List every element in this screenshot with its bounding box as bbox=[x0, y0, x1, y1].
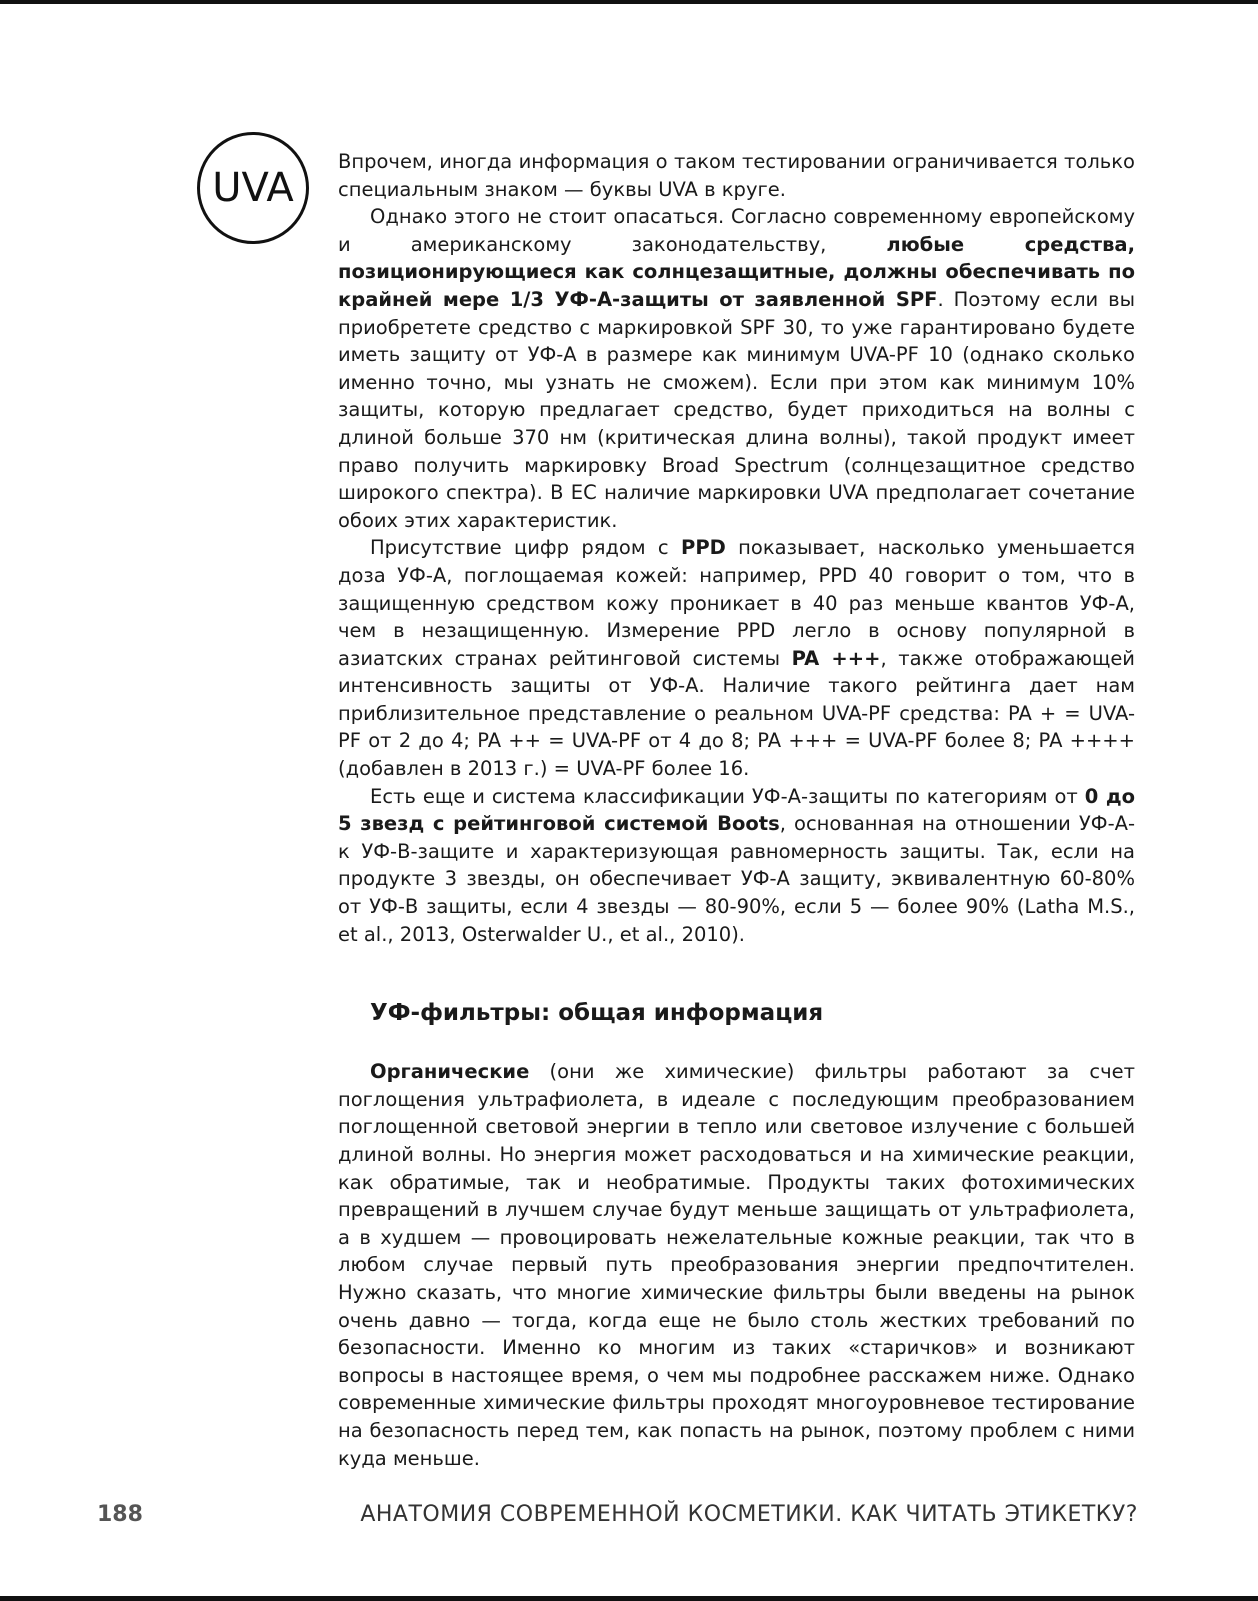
text-run: показывает, насколько уменьшается доза УФ-А, поглощаемая кожей: например, PPD 40 говорит о том, что в защищенную средством кожу проникает в 40 раз меньше квантов УФ-А, чем в незащищенную. Измерение PPD легло в основу популярной в азиатских странах рейтинговой системы bbox=[338, 536, 1135, 670]
text-run: Есть еще и система классификации УФ-А-защиты по категориям от bbox=[370, 784, 1085, 808]
bold-text-run: Органические bbox=[370, 1060, 530, 1084]
uva-circle-badge bbox=[197, 132, 309, 244]
bold-text-run: 0 до 5 звезд с рейтинговой системой Boots bbox=[338, 784, 1135, 836]
paragraph-organic-filters bbox=[338, 1058, 1135, 1472]
text-run: Впрочем, иногда информация о таком тестировании ограничивается только специальным знаком — буквы UVA в круге. bbox=[338, 150, 1135, 201]
page-number: 188 bbox=[97, 1502, 143, 1527]
paragraph-uva-intro bbox=[338, 148, 1135, 203]
text-run: Присутствие цифр рядом с bbox=[370, 536, 682, 560]
paragraph-ppd bbox=[338, 534, 1135, 782]
uva-badge-label: UVA bbox=[212, 165, 294, 211]
bold-text-run: PA +++ bbox=[791, 646, 881, 670]
text-run: , основанная на отношении УФ-А- к УФ-В-защите и характеризующая равномерность защиты. Так, если на продукте 3 звезды, он обеспечивает УФ-А защиту, эквивалентную 60-80% от УФ-В защиты, если 4 звезды — 80-90%, если 5 — более 90% (Latha M.S., et al., 2013, Osterwalder U., et al., 2010). bbox=[338, 812, 1135, 946]
main-content bbox=[338, 148, 1135, 1472]
text-run: (они же химические) фильтры работают за счет поглощения ультрафиолета, в идеале с последующим преобразованием поглощенной световой энергии в тепло или световое излучение с большей длиной волны. Но энергия может расходоваться и на химические реакции, как обратимые, так и необратимые. Продукты таких фотохимических превращений в лучшем случае будут меньше защищать от ультрафиолета, а в худшем — провоцировать нежелательные кожные реакции, так что в любом случае первый путь преобразования энергии предпочтителен. Нужно сказать, что многие химические фильтры были введены на рынок очень давно — тогда, когда еще не было столь жестких требований по безопасности. Именно ко многим из таких «старичков» и возникают вопросы в настоящее время, о чем мы подробнее расскажем ниже. Однако современные химические фильтры проходят многоуровневое тестирование на безопасность перед тем, как попасть на рынок, поэтому проблем с ними куда меньше. bbox=[338, 1060, 1135, 1470]
section-heading: УФ-фильтры: общая информация bbox=[370, 1000, 824, 1027]
bold-text-run: PPD bbox=[681, 536, 726, 560]
running-title: АНАТОМИЯ СОВРЕМЕННОЙ КОСМЕТИКИ. КАК ЧИТАТЬ ЭТИКЕТКУ? bbox=[360, 1502, 1138, 1527]
text-run: . Поэтому если вы приобретете средство с маркировкой SPF 30, то уже гарантировано будете иметь защиту от УФ-А в размере как минимум UVA-PF 10 (однако сколько именно точно, мы узнать не сможем). Если при этом как минимум 10% защиты, которую предлагает средство, будет приходиться на волны с длиной больше 370 нм (критическая длина волны), такой продукт имеет право получить маркировку Broad Spectrum (солнцезащитное средство широкого спектра). В ЕС наличие маркировки UVA предполагает сочетание обоих этих характеристик. bbox=[338, 287, 1136, 532]
bold-text-run: любые средства, позиционирующиеся как солнцезащитные, должны обеспечивать по крайней мере 1/3 УФ-А-защиты от заявленной SPF bbox=[338, 232, 1136, 311]
text-run: , также отображающей интенсивность защиты от УФ-А. Наличие такого рейтинга дает нам приблизительное представление о реальном UVA-PF средства: PA + = UVA-PF от 2 до 4; PA ++ = UVA-PF от 4 до 8; PA +++ = UVA-PF более 8; PA ++++ (добавлен в 2013 г.) = UVA-PF более 16. bbox=[338, 646, 1135, 781]
top-border bbox=[0, 0, 1258, 4]
bottom-border bbox=[0, 1596, 1258, 1601]
paragraph-boots-stars bbox=[338, 783, 1135, 949]
text-run: Однако этого не стоит опасаться. Согласно современному европейскому и американскому законодательству, bbox=[338, 205, 1135, 256]
paragraph-legislation bbox=[338, 203, 1135, 534]
